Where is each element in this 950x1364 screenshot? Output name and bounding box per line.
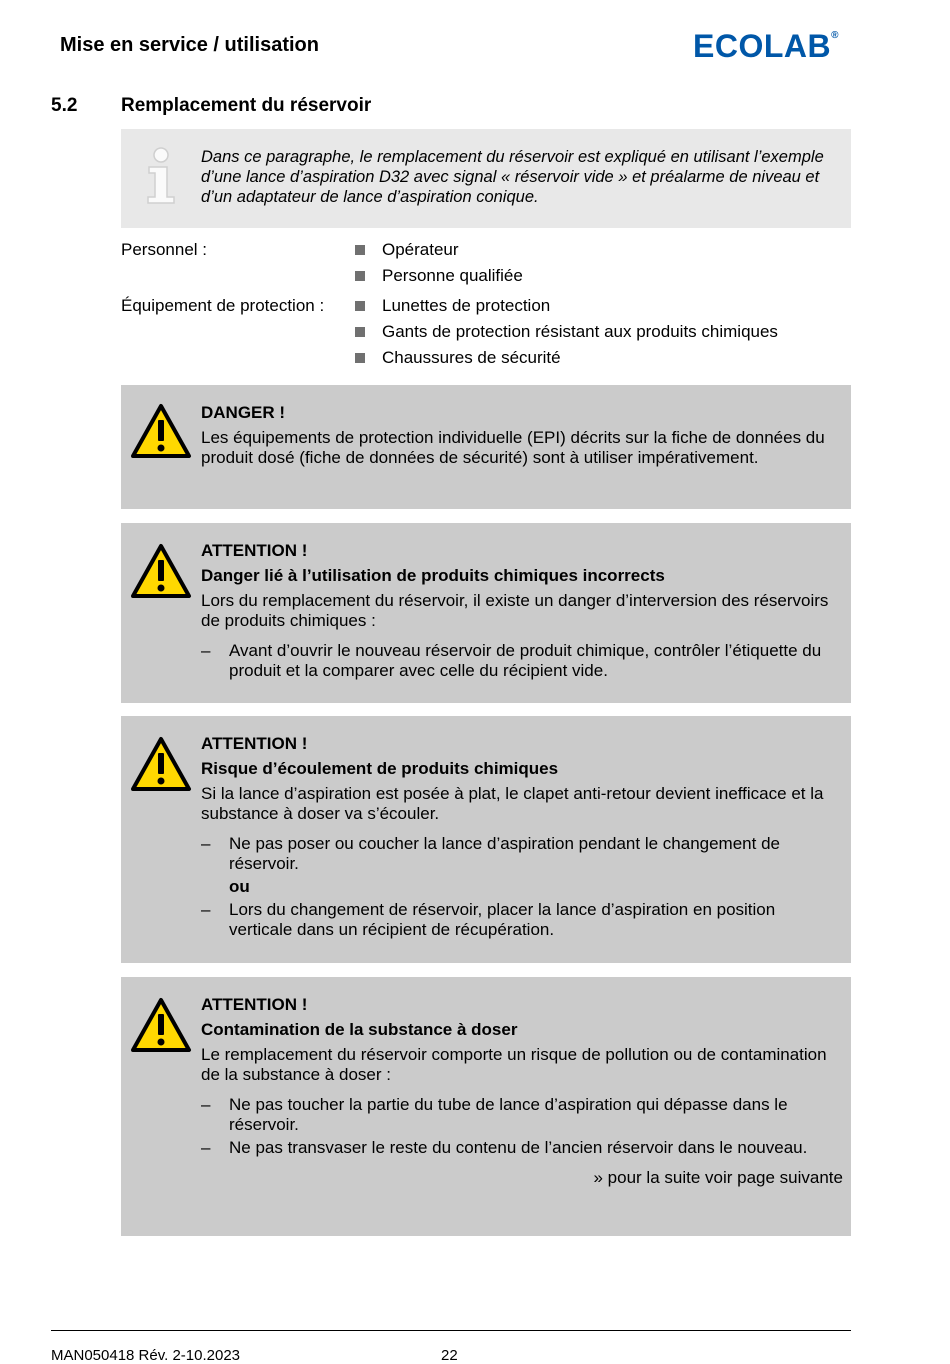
info-icon [143,147,179,207]
protection-item [355,296,550,316]
dash-marker: – [201,641,211,660]
bullet-square-icon [355,245,365,255]
list-item-text: Ne pas toucher la partie du tube de lance d’aspiration qui dépasse dans le réservoir. [229,1095,788,1134]
ecolab-logo [693,28,839,65]
list-item-text: Lors du changement de réservoir, placer la lance d’aspiration en position verticale dans un récipient de récupération. [229,900,776,939]
attention-subheading: Danger lié à l’utilisation de produits chimiques incorrects [201,566,665,585]
list-item-text: Ne pas poser ou coucher la lance d’aspiration pendant le changement de réservoir. [229,834,780,873]
list-item-text: Ne pas transvaser le reste du contenu de l’ancien réservoir dans le nouveau. [229,1138,808,1157]
footer-doc-ref: MAN050418 Rév. 2-10.2023 [51,1347,241,1364]
warning-triangle-icon [130,997,192,1053]
info-text: Dans ce paragraphe, le remplacement du réservoir est expliqué en utilisant l’exemple d’une lance d’aspiration D32 avec signal « réservoir vide » et préalarme de niveau et d’un adaptateur de lance d’aspiration conique. [201,148,824,206]
warning-triangle-icon [130,736,192,792]
info-box [121,129,851,228]
list-item [201,834,843,874]
warning-triangle-icon [130,403,192,459]
attention-box-3 [121,977,851,1236]
section-title: Remplacement du réservoir [121,95,372,116]
footer-divider [51,1330,851,1331]
protection-label: Équipement de protection : [121,296,325,315]
list-item [201,1095,843,1135]
dash-marker: – [201,1095,211,1114]
attention-subheading: Risque d’écoulement de produits chimiques [201,759,559,778]
section-number: 5.2 [51,95,78,116]
list-item [201,900,843,940]
personnel-item-text: Personne qualifiée [382,266,523,285]
bullet-square-icon [355,271,365,281]
personnel-label: Personnel : [121,240,207,259]
attention-box-2 [121,716,851,963]
dash-marker: – [201,900,211,919]
danger-box [121,385,851,509]
protection-item-text: Chaussures de sécurité [382,348,561,367]
warning-triangle-icon [130,543,192,599]
list-item [201,641,843,681]
dash-marker: – [201,1138,211,1157]
attention-text: Le remplacement du réservoir comporte un risque de pollution ou de contamination de la substance à doser : [201,1045,827,1084]
attention-heading: ATTENTION ! [201,541,308,560]
bullet-square-icon [355,353,365,363]
protection-item [355,322,778,342]
danger-heading: DANGER ! [201,403,286,422]
attention-heading: ATTENTION ! [201,995,308,1014]
list-item-text: Avant d’ouvrir le nouveau réservoir de produit chimique, contrôler l’étiquette du produit et la comparer avec celle du récipient vide. [229,641,822,680]
logo-registered: ® [831,30,839,41]
protection-item-text: Lunettes de protection [382,296,551,315]
logo-text: ECOLAB [693,28,832,64]
attention-text: Lors du remplacement du réservoir, il existe un danger d’interversion des réservoirs de produits chimiques : [201,591,829,630]
attention-text: Si la lance d’aspiration est posée à plat, le clapet anti-retour devient inefficace et la substance à doser va s’écouler. [201,784,824,823]
dash-marker: – [201,834,211,853]
attention-heading: ATTENTION ! [201,734,308,753]
footer-page-number: 22 [441,1347,458,1364]
header-title: Mise en service / utilisation [60,34,319,56]
attention-subheading: Contamination de la substance à doser [201,1020,518,1039]
list-item [201,1138,843,1158]
bullet-square-icon [355,301,365,311]
bullet-square-icon [355,327,365,337]
danger-text: Les équipements de protection individuelle (EPI) décrits sur la fiche de données du produit dosé (fiche de données de sécurité) sont à utiliser impérativement. [201,428,825,467]
protection-item-text: Gants de protection résistant aux produits chimiques [382,322,778,341]
personnel-item-text: Opérateur [382,240,459,259]
personnel-item [355,266,523,286]
or-label: ou [229,877,250,896]
attention-box-1 [121,523,851,703]
protection-item [355,348,561,368]
continued-note: » pour la suite voir page suivante [593,1168,843,1187]
personnel-item [355,240,459,260]
